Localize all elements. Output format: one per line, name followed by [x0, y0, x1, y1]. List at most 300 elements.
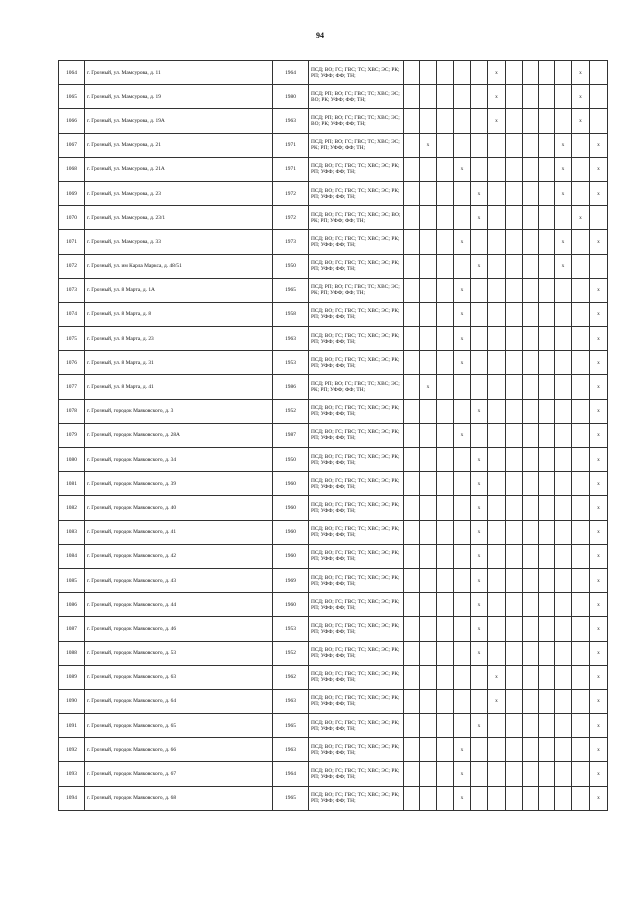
mark-cell [454, 399, 471, 423]
mark-cell [506, 254, 523, 278]
mark-cell [471, 738, 488, 762]
mark-cell [471, 351, 488, 375]
row-number: 1064 [59, 61, 85, 85]
row-number: 1088 [59, 641, 85, 665]
mark-cell [555, 327, 572, 351]
mark-cell [454, 689, 471, 713]
build-year: 1960 [273, 472, 309, 496]
mark-cell [523, 448, 539, 472]
address: г. Грозный, ул. 8 Марта, д. 41 [85, 375, 273, 399]
address: г. Грозный, городок Маяковского, д. 63 [85, 665, 273, 689]
mark-cell [555, 399, 572, 423]
mark-cell [454, 109, 471, 133]
mark-cell [523, 327, 539, 351]
mark-cell [555, 617, 572, 641]
row-number: 1079 [59, 423, 85, 447]
mark-cell [555, 593, 572, 617]
work-types: ПСД; ВО; ГС; ГВС; ТС; ХВС; ЭС; РК; РП; УФФ; ФФ; ТН; [309, 665, 404, 689]
mark-cell [506, 641, 523, 665]
table-row [59, 327, 608, 351]
row-number: 1092 [59, 738, 85, 762]
table-row [59, 302, 608, 326]
mark-cell [539, 641, 555, 665]
address: г. Грозный, ул. Мамсурова, д. 11 [85, 61, 273, 85]
mark-cell [555, 448, 572, 472]
mark-cell [506, 302, 523, 326]
mark-cell [404, 351, 420, 375]
mark-cell [488, 133, 506, 157]
mark-cell: x [454, 230, 471, 254]
row-number: 1066 [59, 109, 85, 133]
address: г. Грозный, ул. Мамсурова, д. 23 [85, 181, 273, 205]
mark-cell [471, 423, 488, 447]
mark-cell [539, 109, 555, 133]
mark-cell [539, 448, 555, 472]
mark-cell [437, 327, 454, 351]
mark-cell [539, 714, 555, 738]
table-row [59, 472, 608, 496]
mark-cell [572, 496, 590, 520]
mark-cell [404, 544, 420, 568]
mark-cell [420, 496, 437, 520]
mark-cell [437, 181, 454, 205]
table-row [59, 254, 608, 278]
mark-cell [437, 109, 454, 133]
mark-cell [420, 399, 437, 423]
mark-cell [539, 593, 555, 617]
mark-cell [404, 689, 420, 713]
mark-cell [539, 181, 555, 205]
mark-cell [404, 423, 420, 447]
mark-cell [454, 181, 471, 205]
mark-cell [572, 278, 590, 302]
mark-cell [488, 327, 506, 351]
mark-cell: x [555, 254, 572, 278]
mark-cell [488, 230, 506, 254]
table-row [59, 496, 608, 520]
row-number: 1075 [59, 327, 85, 351]
build-year: 1963 [273, 109, 309, 133]
mark-cell: x [590, 544, 608, 568]
mark-cell [539, 617, 555, 641]
mark-cell: x [471, 641, 488, 665]
mark-cell: x [572, 85, 590, 109]
mark-cell: x [471, 544, 488, 568]
build-year: 1960 [273, 544, 309, 568]
mark-cell [590, 61, 608, 85]
mark-cell: x [454, 762, 471, 786]
mark-cell [539, 399, 555, 423]
mark-cell [523, 689, 539, 713]
mark-cell [437, 399, 454, 423]
mark-cell [523, 254, 539, 278]
mark-cell [555, 689, 572, 713]
mark-cell [572, 399, 590, 423]
mark-cell [555, 544, 572, 568]
mark-cell [539, 544, 555, 568]
work-types: ПСД; ВО; ГС; ГВС; ТС; ХВС; ЭС; РК; РП; УФФ; ФФ; ТН; [309, 544, 404, 568]
table-row [59, 109, 608, 133]
mark-cell [404, 786, 420, 810]
mark-cell: x [488, 689, 506, 713]
row-number: 1065 [59, 85, 85, 109]
build-year: 1987 [273, 423, 309, 447]
mark-cell [437, 472, 454, 496]
mark-cell [454, 617, 471, 641]
mark-cell [404, 641, 420, 665]
address: г. Грозный, ул. Мамсурова, д. 19А [85, 109, 273, 133]
mark-cell [404, 496, 420, 520]
row-number: 1084 [59, 544, 85, 568]
mark-cell: x [590, 399, 608, 423]
mark-cell [572, 254, 590, 278]
mark-cell [488, 568, 506, 592]
mark-cell [420, 109, 437, 133]
mark-cell [555, 375, 572, 399]
work-types: ПСД; ВО; ГС; ГВС; ТС; ХВС; ЭС; ВО; РК; РП; УФФ; ФФ; ТН; [309, 206, 404, 230]
work-types: ПСД; ВО; ГС; ГВС; ТС; ХВС; ЭС; РК; РП; УФФ; ФФ; ТН; [309, 230, 404, 254]
mark-cell [506, 472, 523, 496]
mark-cell [404, 109, 420, 133]
mark-cell: x [454, 423, 471, 447]
mark-cell [523, 593, 539, 617]
mark-cell [523, 423, 539, 447]
row-number: 1090 [59, 689, 85, 713]
table-row [59, 157, 608, 181]
mark-cell [506, 496, 523, 520]
work-types: ПСД; РП; ВО; ГС; ГВС; ТС; ХВС; ЭС; РК; РП; УФФ; ФФ; ТН; [309, 133, 404, 157]
work-types: ПСД; ВО; ГС; ГВС; ТС; ХВС; ЭС; РК; РП; УФФ; ФФ; ТН; [309, 738, 404, 762]
mark-cell [555, 762, 572, 786]
mark-cell [420, 423, 437, 447]
mark-cell: x [471, 448, 488, 472]
build-year: 1962 [273, 665, 309, 689]
mark-cell [539, 302, 555, 326]
table-row [59, 181, 608, 205]
build-year: 1958 [273, 302, 309, 326]
mark-cell: x [590, 133, 608, 157]
mark-cell [572, 351, 590, 375]
mark-cell [488, 254, 506, 278]
build-year: 1950 [273, 448, 309, 472]
table-row [59, 617, 608, 641]
mark-cell [572, 786, 590, 810]
mark-cell: x [454, 302, 471, 326]
mark-cell: x [590, 762, 608, 786]
mark-cell [572, 375, 590, 399]
build-year: 1953 [273, 351, 309, 375]
mark-cell [539, 157, 555, 181]
mark-cell: x [572, 109, 590, 133]
mark-cell [437, 133, 454, 157]
mark-cell [506, 133, 523, 157]
mark-cell [454, 448, 471, 472]
mark-cell [437, 544, 454, 568]
mark-cell [555, 109, 572, 133]
mark-cell [437, 786, 454, 810]
work-types: ПСД; ВО; ГС; ГВС; ТС; ХВС; ЭС; РК; РП; УФФ; ФФ; ТН; [309, 714, 404, 738]
build-year: 1960 [273, 520, 309, 544]
mark-cell [506, 85, 523, 109]
mark-cell: x [471, 399, 488, 423]
mark-cell [420, 327, 437, 351]
work-types: ПСД; ВО; ГС; ГВС; ТС; ХВС; ЭС; РК; РП; УФФ; ФФ; ТН; [309, 568, 404, 592]
mark-cell [488, 181, 506, 205]
mark-cell [506, 327, 523, 351]
mark-cell [454, 133, 471, 157]
mark-cell [420, 641, 437, 665]
mark-cell [488, 544, 506, 568]
mark-cell [506, 109, 523, 133]
mark-cell: x [555, 157, 572, 181]
mark-cell [420, 520, 437, 544]
mark-cell [555, 786, 572, 810]
table-row [59, 85, 608, 109]
mark-cell: x [590, 738, 608, 762]
mark-cell [590, 109, 608, 133]
address: г. Грозный, городок Маяковского, д. 64 [85, 689, 273, 713]
mark-cell [506, 157, 523, 181]
row-number: 1081 [59, 472, 85, 496]
mark-cell [572, 157, 590, 181]
work-types: ПСД; ВО; ГС; ГВС; ТС; ХВС; ЭС; РК; РП; УФФ; ФФ; ТН; [309, 520, 404, 544]
mark-cell [488, 496, 506, 520]
mark-cell [555, 61, 572, 85]
table-row [59, 448, 608, 472]
mark-cell [404, 327, 420, 351]
mark-cell [404, 206, 420, 230]
mark-cell [523, 738, 539, 762]
mark-cell: x [488, 109, 506, 133]
mark-cell [454, 375, 471, 399]
row-number: 1080 [59, 448, 85, 472]
mark-cell [555, 206, 572, 230]
table-row [59, 351, 608, 375]
mark-cell: x [454, 278, 471, 302]
table-row [59, 568, 608, 592]
mark-cell: x [471, 472, 488, 496]
mark-cell [539, 133, 555, 157]
address: г. Грозный, городок Маяковского, д. 53 [85, 641, 273, 665]
mark-cell [572, 133, 590, 157]
address: г. Грозный, ул. Мамсурова, д. 19 [85, 85, 273, 109]
mark-cell: x [454, 786, 471, 810]
table-row [59, 278, 608, 302]
mark-cell: x [454, 327, 471, 351]
mark-cell: x [488, 61, 506, 85]
row-number: 1093 [59, 762, 85, 786]
mark-cell [506, 786, 523, 810]
mark-cell [404, 665, 420, 689]
work-types: ПСД; ВО; ГС; ГВС; ТС; ХВС; ЭС; РК; РП; УФФ; ФФ; ТН; [309, 254, 404, 278]
mark-cell [523, 472, 539, 496]
mark-cell [437, 448, 454, 472]
mark-cell [488, 520, 506, 544]
mark-cell [420, 157, 437, 181]
mark-cell [437, 568, 454, 592]
address: г. Грозный, городок Маяковского, д. 43 [85, 568, 273, 592]
mark-cell [454, 206, 471, 230]
mark-cell [437, 762, 454, 786]
mark-cell [590, 85, 608, 109]
mark-cell [471, 278, 488, 302]
build-year: 1986 [273, 375, 309, 399]
address: г. Грозный, ул. 8 Марта, д. 31 [85, 351, 273, 375]
mark-cell [555, 665, 572, 689]
mark-cell [404, 230, 420, 254]
work-types: ПСД; РП; ВО; ГС; ГВС; ТС; ХВС; ЭС; РК; РП; УФФ; ФФ; ТН; [309, 278, 404, 302]
row-number: 1087 [59, 617, 85, 641]
mark-cell [454, 544, 471, 568]
build-year: 1971 [273, 133, 309, 157]
mark-cell [471, 689, 488, 713]
mark-cell [404, 738, 420, 762]
mark-cell [572, 593, 590, 617]
mark-cell: x [590, 351, 608, 375]
mark-cell [555, 423, 572, 447]
mark-cell [437, 641, 454, 665]
mark-cell [539, 689, 555, 713]
mark-cell [404, 472, 420, 496]
row-number: 1068 [59, 157, 85, 181]
mark-cell [506, 448, 523, 472]
mark-cell [506, 278, 523, 302]
build-year: 1963 [273, 327, 309, 351]
mark-cell [437, 206, 454, 230]
mark-cell [523, 302, 539, 326]
mark-cell [488, 375, 506, 399]
mark-cell [471, 109, 488, 133]
mark-cell [488, 641, 506, 665]
mark-cell [404, 278, 420, 302]
work-types: ПСД; ВО; ГС; ГВС; ТС; ХВС; ЭС; РК; РП; УФФ; ФФ; ТН; [309, 61, 404, 85]
build-year: 1969 [273, 568, 309, 592]
mark-cell [420, 689, 437, 713]
mark-cell [420, 302, 437, 326]
mark-cell [488, 448, 506, 472]
mark-cell [539, 786, 555, 810]
table-row [59, 641, 608, 665]
mark-cell: x [590, 496, 608, 520]
mark-cell [523, 544, 539, 568]
mark-cell [471, 157, 488, 181]
mark-cell: x [471, 714, 488, 738]
mark-cell [471, 85, 488, 109]
mark-cell [590, 206, 608, 230]
mark-cell [471, 375, 488, 399]
mark-cell [454, 520, 471, 544]
row-number: 1086 [59, 593, 85, 617]
mark-cell [506, 714, 523, 738]
mark-cell [454, 254, 471, 278]
mark-cell [404, 714, 420, 738]
mark-cell: x [590, 423, 608, 447]
mark-cell [523, 496, 539, 520]
mark-cell [572, 302, 590, 326]
mark-cell [555, 520, 572, 544]
address: г. Грозный, городок Маяковского, д. 44 [85, 593, 273, 617]
mark-cell [539, 351, 555, 375]
address: г. Грозный, городок Маяковского, д. 39 [85, 472, 273, 496]
mark-cell [506, 544, 523, 568]
mark-cell: x [454, 351, 471, 375]
address: г. Грозный, ул. 8 Марта, д. 1А [85, 278, 273, 302]
mark-cell [555, 472, 572, 496]
mark-cell [488, 302, 506, 326]
mark-cell [572, 689, 590, 713]
row-number: 1070 [59, 206, 85, 230]
mark-cell [523, 85, 539, 109]
mark-cell [420, 714, 437, 738]
mark-cell [437, 738, 454, 762]
mark-cell [420, 230, 437, 254]
mark-cell: x [471, 181, 488, 205]
mark-cell [488, 206, 506, 230]
mark-cell [404, 448, 420, 472]
work-types: ПСД; РП; ВО; ГС; ГВС; ТС; ХВС; ЭС; ВО; РК; УФФ; ФФ; ТН; [309, 85, 404, 109]
mark-cell [523, 568, 539, 592]
mark-cell: x [420, 375, 437, 399]
mark-cell: x [555, 181, 572, 205]
build-year: 1972 [273, 206, 309, 230]
mark-cell [488, 617, 506, 641]
housing-register-table [58, 60, 608, 811]
address: г. Грозный, городок Маяковского, д. 65 [85, 714, 273, 738]
mark-cell: x [590, 181, 608, 205]
mark-cell [420, 351, 437, 375]
mark-cell [437, 375, 454, 399]
mark-cell [572, 665, 590, 689]
address: г. Грозный, городок Маяковского, д. 40 [85, 496, 273, 520]
mark-cell [488, 351, 506, 375]
page-number: 94 [316, 31, 324, 40]
address: г. Грозный, городок Маяковского, д. 66 [85, 738, 273, 762]
mark-cell [539, 423, 555, 447]
mark-cell [506, 568, 523, 592]
address: г. Грозный, ул. Мамсурова, д. 21 [85, 133, 273, 157]
mark-cell: x [555, 230, 572, 254]
mark-cell: x [590, 520, 608, 544]
address: г. Грозный, городок Маяковского, д. 3 [85, 399, 273, 423]
mark-cell: x [590, 689, 608, 713]
mark-cell [523, 786, 539, 810]
table-row [59, 738, 608, 762]
mark-cell [539, 61, 555, 85]
mark-cell: x [590, 375, 608, 399]
mark-cell: x [590, 714, 608, 738]
table-row [59, 593, 608, 617]
mark-cell [572, 327, 590, 351]
mark-cell [555, 302, 572, 326]
mark-cell [420, 568, 437, 592]
mark-cell: x [488, 85, 506, 109]
address: г. Грозный, ул. Мамсурова, д. 21А [85, 157, 273, 181]
mark-cell [572, 641, 590, 665]
mark-cell [471, 302, 488, 326]
build-year: 1950 [273, 254, 309, 278]
mark-cell [488, 714, 506, 738]
row-number: 1071 [59, 230, 85, 254]
mark-cell: x [572, 206, 590, 230]
mark-cell [539, 327, 555, 351]
mark-cell: x [471, 520, 488, 544]
mark-cell [437, 689, 454, 713]
address: г. Грозный, городок Маяковского, д. 41 [85, 520, 273, 544]
mark-cell [572, 762, 590, 786]
mark-cell [506, 665, 523, 689]
mark-cell [555, 85, 572, 109]
mark-cell: x [590, 786, 608, 810]
